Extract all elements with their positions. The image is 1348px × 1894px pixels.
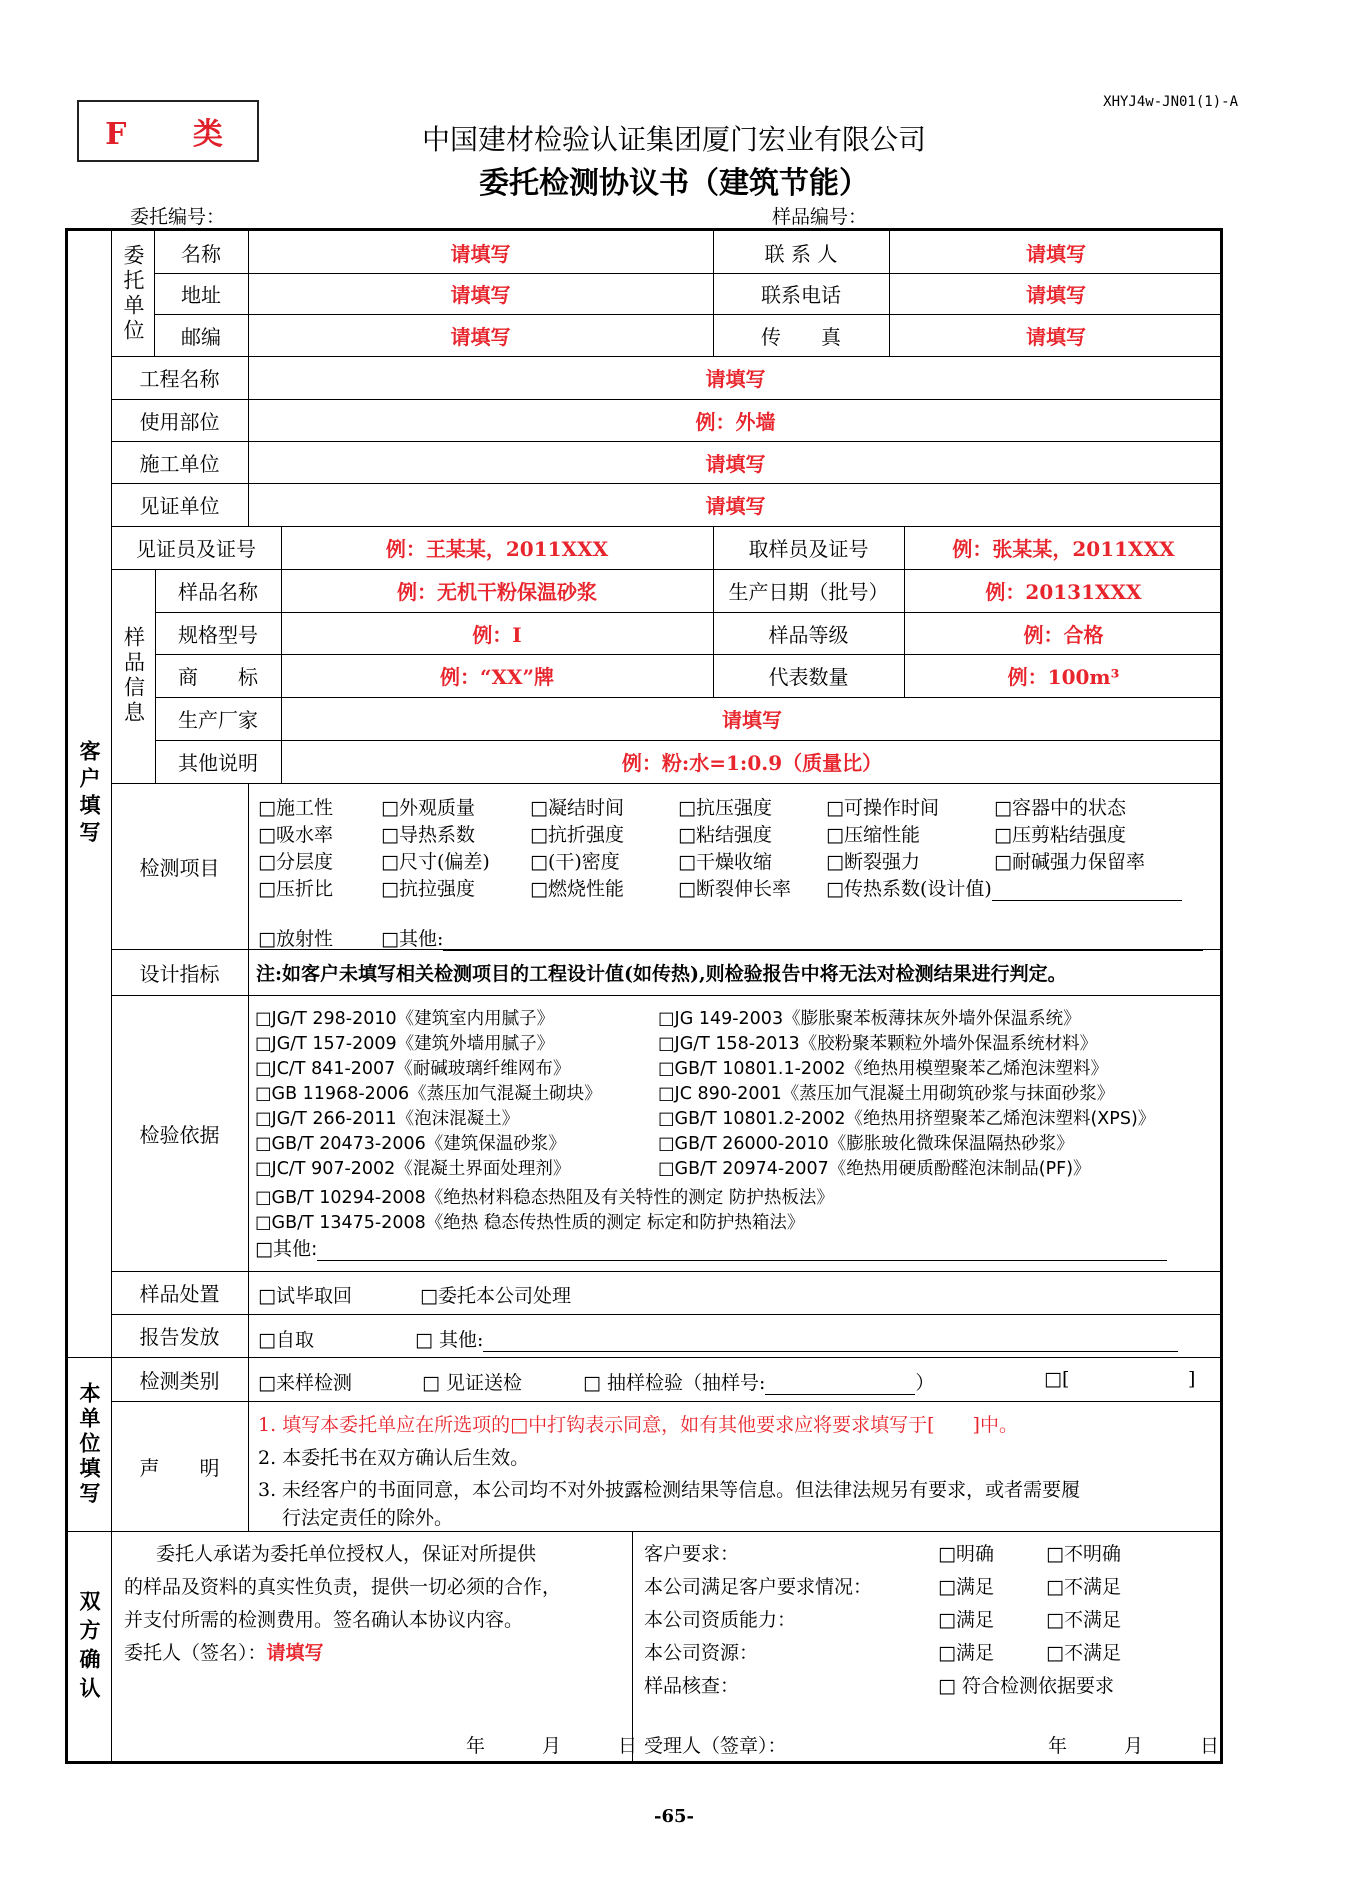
statement-item-2: 2. 本委托书在双方确认后生效。	[258, 1447, 530, 1469]
qualification-label: 本公司资质能力：	[644, 1609, 797, 1631]
brand-label: 商 标	[178, 665, 258, 689]
witness-value[interactable]: 例：王某某，2011XXX	[385, 537, 609, 561]
basis-other-label: □其他:	[255, 1238, 318, 1260]
test-item-option[interactable]: □(干)密度	[530, 851, 620, 873]
disposal-option-company[interactable]: □委托本公司处理	[420, 1285, 571, 1307]
resources-yes[interactable]: □满足	[938, 1642, 994, 1664]
u-value-line	[992, 880, 1182, 901]
maker-label: 生产厂家	[178, 708, 258, 732]
promise-line-3: 并支付所需的检测费用。签名确认本协议内容。	[124, 1609, 524, 1631]
report-option-self[interactable]: □自取	[258, 1329, 314, 1351]
witness-unit-label: 见证单位	[139, 494, 220, 518]
part-value[interactable]: 例：外墙	[695, 409, 776, 434]
test-other-line	[443, 930, 1203, 951]
agreement-form	[65, 228, 1223, 1764]
category-box: F 类	[77, 100, 259, 162]
commission-no-label: 委托编号：	[130, 206, 226, 228]
test-item-option[interactable]: □尺寸(偏差)	[381, 851, 490, 873]
basis-option[interactable]: □GB/T 10801.2-2002《绝热用挤塑聚苯乙烯泡沫塑料(XPS)》	[658, 1109, 1156, 1129]
statement-item-3-cont: 行法定责任的除外。	[282, 1507, 454, 1529]
resources-label: 本公司资源：	[644, 1642, 759, 1664]
category-custom-close: ]	[1188, 1368, 1196, 1390]
report-option-other[interactable]	[415, 1325, 1178, 1352]
production-date-label: 生产日期（批号）	[728, 580, 889, 604]
document-title: 委托检测协议书（建筑节能）	[479, 166, 869, 201]
test-item-option[interactable]: □断裂伸长率	[678, 878, 791, 900]
test-item-option[interactable]: □容器中的状态	[994, 797, 1126, 819]
statement-item-3: 3. 未经客户的书面同意，本公司均不对外披露检测结果等信息。但法律法规另有要求，或者需要履	[258, 1479, 1081, 1501]
report-other-label: □ 其他:	[415, 1329, 484, 1351]
date-left[interactable]: 年 月 日	[466, 1735, 638, 1757]
signer-value[interactable]: 请填写	[266, 1642, 324, 1664]
test-item-option[interactable]: □抗压强度	[678, 797, 772, 819]
address-label: 地址	[181, 283, 221, 307]
sampler-label: 取样员及证号	[748, 537, 869, 561]
sampling-label: □ 抽样检验（抽样号:	[583, 1372, 766, 1394]
construction-label: 施工单位	[139, 451, 220, 476]
test-item-option[interactable]: □粘结强度	[678, 824, 772, 846]
quantity-label: 代表数量	[768, 665, 849, 689]
test-item-option[interactable]: □燃烧性能	[530, 878, 624, 900]
basis-option[interactable]: □JG/T 157-2009《建筑外墙用腻子》	[255, 1034, 555, 1054]
basis-option[interactable]: □GB/T 20473-2006《建筑保温砂浆》	[255, 1134, 566, 1154]
test-item-option[interactable]: □抗折强度	[530, 824, 624, 846]
disposal-option-return[interactable]: □试毕取回	[258, 1285, 352, 1307]
basis-option[interactable]: □GB/T 20974-2007《绝热用硬质酚醛泡沫制品(PF)》	[658, 1159, 1091, 1179]
fax-value[interactable]: 请填写	[1026, 324, 1086, 349]
qualification-no[interactable]: □不满足	[1046, 1609, 1121, 1631]
witness-label: 见证员及证号	[136, 537, 256, 561]
basis-option-other[interactable]	[255, 1234, 1167, 1261]
section-both: 双方确认	[77, 1589, 102, 1706]
test-item-option[interactable]: □干燥收缩	[678, 851, 772, 873]
contact-label: 联 系 人	[764, 241, 838, 266]
basis-option[interactable]: □JC/T 841-2007《耐碱玻璃纤维网布》	[255, 1059, 571, 1079]
section-company: 本单位填写	[77, 1381, 102, 1507]
basis-option[interactable]: □JG/T 298-2010《建筑室内用腻子》	[255, 1009, 555, 1029]
category-option-submitted[interactable]: □来样检测	[258, 1372, 352, 1394]
grade-label: 样品等级	[768, 622, 849, 647]
customer-req-clear[interactable]: □明确	[938, 1543, 994, 1565]
report-label: 报告发放	[139, 1325, 220, 1349]
sampler-value[interactable]: 例：张某某，2011XXX	[952, 537, 1175, 561]
customer-req-unclear[interactable]: □不明确	[1046, 1543, 1121, 1565]
phone-value[interactable]: 请填写	[1026, 283, 1086, 307]
sample-check-ok[interactable]: □ 符合检测依据要求	[938, 1675, 1114, 1697]
test-item-option[interactable]: □断裂强力	[826, 851, 920, 873]
other-info-label: 其他说明	[178, 751, 258, 775]
category-option-custom[interactable]: □[	[1044, 1368, 1070, 1390]
test-item-option[interactable]: □压缩性能	[826, 824, 920, 846]
test-item-option[interactable]: □压折比	[258, 878, 333, 900]
test-item-option[interactable]: □耐碱强力保留率	[994, 851, 1145, 873]
design-note: 注:如客户未填写相关检测项目的工程设计值(如传热),则检验报告中将无法对检测结果进行判定。	[256, 962, 1067, 985]
contact-value[interactable]: 请填写	[1026, 241, 1086, 266]
test-category-label: 检测类别	[139, 1368, 220, 1393]
test-item-option[interactable]: □导热系数	[381, 824, 475, 846]
category-option-sampling[interactable]	[583, 1368, 934, 1395]
disposal-label: 样品处置	[139, 1282, 220, 1306]
test-item-option[interactable]: □传热系数(设计值)	[826, 874, 1182, 901]
category-option-witnessed[interactable]: □ 见证送检	[422, 1372, 522, 1394]
sample-check-label: 样品核查：	[644, 1675, 740, 1697]
test-item-option[interactable]: □分层度	[258, 851, 333, 873]
witness-unit-value[interactable]: 请填写	[705, 494, 766, 518]
date-right[interactable]: 年 月 日	[1048, 1735, 1220, 1757]
basis-option[interactable]: □JC/T 907-2002《混凝土界面处理剂》	[255, 1159, 571, 1179]
customer-req-label: 客户要求：	[644, 1543, 740, 1565]
resources-no[interactable]: □不满足	[1046, 1642, 1121, 1664]
grade-value[interactable]: 例：合格	[1023, 622, 1104, 647]
basis-option[interactable]: □JC 890-2001《蒸压加气混凝土用砌筑砂浆与抹面砂浆》	[658, 1084, 1115, 1104]
test-item-option[interactable]: □凝结时间	[530, 797, 624, 819]
part-label: 使用部位	[139, 409, 220, 434]
maker-value[interactable]: 请填写	[722, 708, 782, 732]
basis-option[interactable]: □GB/T 13475-2008《绝热 稳态传热性质的测定 标定和防护热箱法》	[255, 1213, 805, 1233]
signer-label: 委托人（签名）：	[124, 1642, 267, 1664]
client-name-value[interactable]: 请填写	[450, 241, 511, 266]
section-customer: 客户填写	[77, 740, 102, 848]
test-items-label: 检测项目	[139, 855, 220, 880]
basis-label: 检验依据	[139, 1122, 220, 1147]
organization-name: 中国建材检验认证集团厦门宏业有限公司	[421, 123, 926, 156]
sample-name-label: 样品名称	[178, 580, 258, 604]
design-label: 设计指标	[139, 961, 220, 986]
project-name-value[interactable]: 请填写	[705, 367, 766, 391]
basis-option[interactable]: □JG/T 266-2011《泡沫混凝土》	[255, 1109, 520, 1129]
test-item-option[interactable]: □抗拉强度	[381, 878, 475, 900]
basis-option[interactable]: □GB/T 10801.1-2002《绝热用模塑聚苯乙烯泡沫塑料》	[658, 1059, 1108, 1079]
page-number: -65-	[654, 1806, 694, 1827]
report-other-line	[483, 1331, 1178, 1352]
meet-req-no[interactable]: □不满足	[1046, 1576, 1121, 1598]
spec-label: 规格型号	[178, 622, 258, 647]
client-unit-label: 委托单位	[121, 243, 145, 344]
sample-no-label: 样品编号：	[772, 206, 868, 228]
basis-option[interactable]: □JG 149-2003《膨胀聚苯板薄抹灰外墙外保温系统》	[658, 1009, 1081, 1029]
basis-option[interactable]: □GB 11968-2006《蒸压加气混凝土砌块》	[255, 1084, 602, 1104]
sampling-close: ）	[915, 1372, 935, 1394]
sample-info-label: 样品信息	[121, 626, 146, 726]
test-item-option[interactable]: □外观质量	[381, 797, 475, 819]
construction-value[interactable]: 请填写	[705, 451, 766, 476]
test-item-option[interactable]: □吸水率	[258, 824, 333, 846]
quantity-value[interactable]: 例：100m³	[1007, 665, 1120, 689]
test-item-option[interactable]: □施工性	[258, 797, 333, 819]
address-value[interactable]: 请填写	[450, 283, 511, 307]
production-date-value[interactable]: 例：20131XXX	[985, 580, 1142, 604]
sampling-no-line	[765, 1374, 915, 1395]
brand-value[interactable]: 例：“XX”牌	[439, 665, 555, 689]
meet-req-yes[interactable]: □满足	[938, 1576, 994, 1598]
postcode-value[interactable]: 请填写	[450, 324, 511, 349]
receiver-label: 受理人（签章）：	[644, 1735, 787, 1757]
project-name-label: 工程名称	[139, 367, 220, 391]
promise-line-2: 的样品及资料的真实性负责，提供一切必须的合作，	[124, 1576, 562, 1598]
test-option-other[interactable]	[381, 924, 1203, 951]
basis-option[interactable]: □JG/T 158-2013《胶粉聚苯颗粒外墙外保温系统材料》	[658, 1034, 1098, 1054]
statement-label: 声 明	[139, 1455, 220, 1480]
phone-label: 联系电话	[761, 283, 841, 307]
basis-option[interactable]: □GB/T 26000-2010《膨胀玻化微珠保温隔热砂浆》	[658, 1134, 1074, 1154]
statement-item-1: 1. 填写本委托单应在所选项的□中打钩表示同意，如有其他要求应将要求填写于[ ]中。	[258, 1414, 1018, 1436]
doc-code: XHYJ4w-JN01(1)-A	[1103, 94, 1238, 110]
test-item-option[interactable]: □压剪粘结强度	[994, 824, 1126, 846]
other-info-value[interactable]: 例：粉:水=1:0.9（质量比）	[621, 751, 883, 775]
basis-other-line	[317, 1240, 1167, 1261]
signer-row	[124, 1638, 324, 1665]
postcode-label: 邮编	[181, 324, 221, 349]
test-option-radioactivity[interactable]: □放射性	[258, 928, 333, 950]
spec-value[interactable]: 例：Ⅰ	[472, 622, 522, 647]
fax-label: 传 真	[761, 324, 841, 349]
sample-name-value[interactable]: 例：无机干粉保温砂浆	[397, 580, 597, 604]
test-item-option[interactable]: □可操作时间	[826, 797, 939, 819]
client-name-label: 名称	[181, 241, 221, 266]
test-other-label: □其他:	[381, 928, 444, 950]
meet-req-label: 本公司满足客户要求情况：	[644, 1576, 873, 1598]
basis-option[interactable]: □GB/T 10294-2008《绝热材料稳态热阻及有关特性的测定 防护热板法》	[255, 1188, 834, 1208]
promise-line-1: 委托人承诺为委托单位授权人，保证对所提供	[156, 1543, 537, 1565]
qualification-yes[interactable]: □满足	[938, 1609, 994, 1631]
